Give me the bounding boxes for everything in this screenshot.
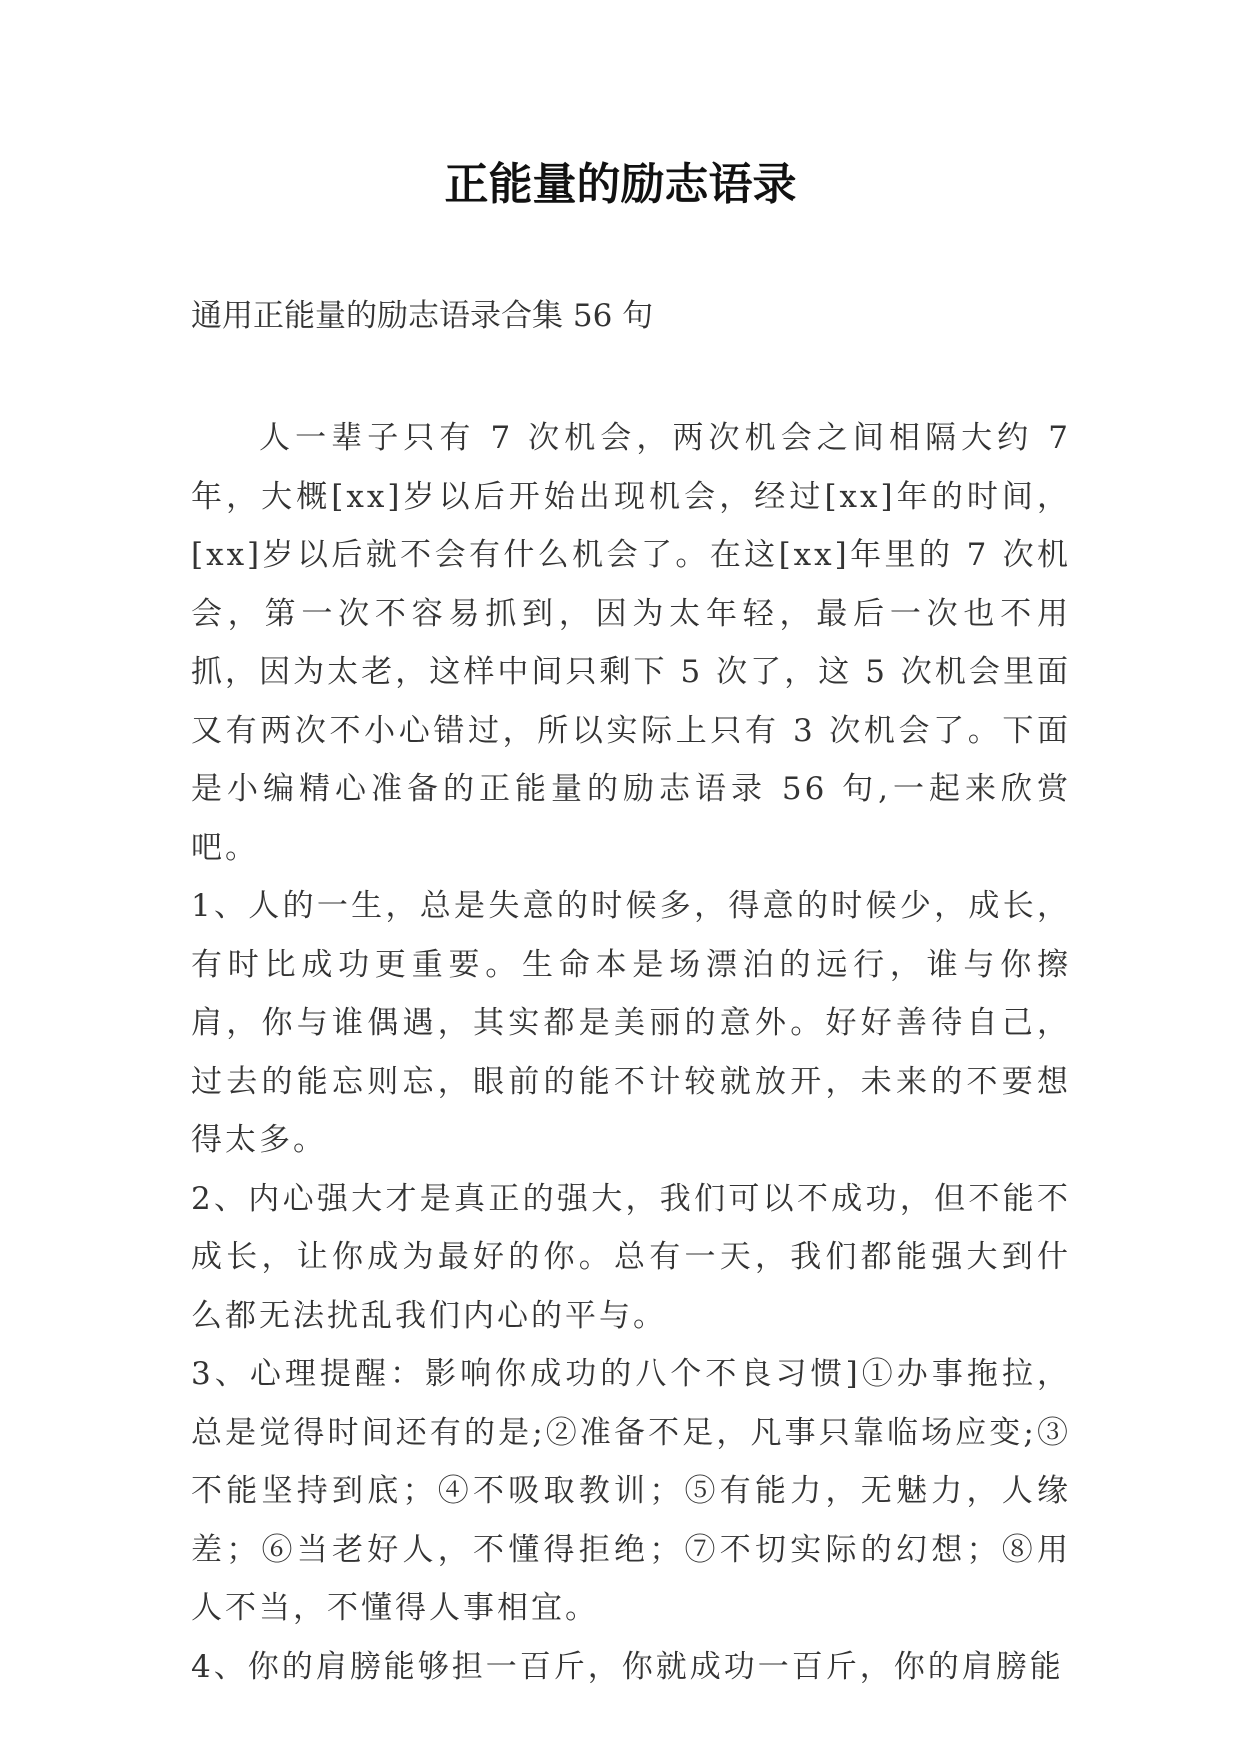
quote-item-3: 3、心理提醒：影响你成功的八个不良习惯]①办事拖拉，总是觉得时间还有的是;②准备不足，凡事只靠临场应变;③不能坚持到底；④不吸取教训；⑤有能力，无魅力，人缘差；⑥当老好人，不懂得拒绝；⑦不切实际的幻想；⑧用人不当，不懂得人事相宜。 <box>191 1356 1071 1626</box>
quote-item-1: 1、人的一生，总是失意的时候多，得意的时候少，成长，有时比成功更重要。生命本是场漂泊的远行，谁与你擦肩，你与谁偶遇，其实都是美丽的意外。好好善待自己，过去的能忘则忘，眼前的能不计较就放开，未来的不要想得太多。 <box>191 888 1071 1158</box>
intro-paragraph: 人一辈子只有 7 次机会，两次机会之间相隔大约 7 年，大概[xx]岁以后开始出现机会，经过[xx]年的时间，[xx]岁以后就不会有什么机会了。在这[xx]年里的 7 次机会，第一次不容易抓到，因为太年轻，最后一次也不用抓，因为太老，这样中间只剩下 5 次了，这 5 次机会里面又有两次不小心错过，所以实际上只有 3 次机会了。下面是小编精心准备的正能量的励志语录 56 句,一起来欣赏吧。 <box>191 420 1071 866</box>
quote-item-4: 4、你的肩膀能够担一百斤，你就成功一百斤，你的肩膀能 <box>191 1648 1064 1685</box>
document-title: 正能量的励志语录 <box>444 159 797 210</box>
document-body <box>191 409 1071 1696</box>
quote-item-2: 2、内心强大才是真正的强大，我们可以不成功，但不能不成长，让你成为最好的你。总有一天，我们都能强大到什么都无法扰乱我们内心的平与。 <box>191 1180 1071 1334</box>
document-subtitle: 通用正能量的励志语录合集 56 句 <box>191 298 654 334</box>
